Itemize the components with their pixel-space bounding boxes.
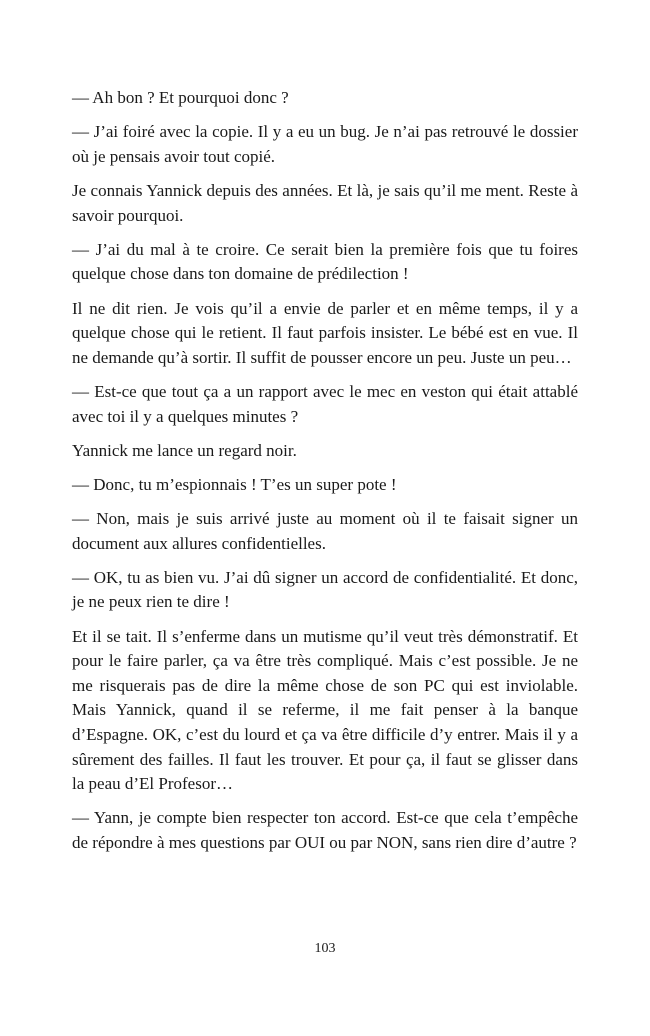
narration-paragraph: Il ne dit rien. Je vois qu’il a envie de parler et en même temps, il y a quelque chose qui le retient. Il faut parfois insister. Le bébé est en vue. Il ne demande qu’à sortir. Il suffit de pousser encore un peu. Juste un peu… (72, 298, 578, 367)
narration-paragraph: Yannick me lance un regard noir. (72, 440, 297, 460)
body-text (72, 86, 578, 865)
page-number: 103 (314, 941, 336, 956)
dialogue-line: — Ah bon ? Et pourquoi donc ? (72, 88, 289, 107)
dialogue-line: — J’ai du mal à te croire. Ce serait bien la première fois que tu foires quelque chose dans ton domaine de prédilection ! (72, 239, 578, 284)
narration-paragraph: Je connais Yannick depuis des années. Et là, je sais qu’il me ment. Reste à savoir pourquoi. (72, 180, 578, 225)
dialogue-line: — J’ai foiré avec la copie. Il y a eu un bug. Je n’ai pas retrouvé le dossier où je pensais avoir tout copié. (72, 122, 578, 166)
dialogue-line: — OK, tu as bien vu. J’ai dû signer un accord de confidentialité. Et donc, je ne peux rien te dire ! (72, 567, 578, 612)
narration-paragraph: Et il se tait. Il s’enferme dans un mutisme qu’il veut très démonstratif. Et pour le faire parler, ça va être très compliqué. Mais c’est possible. Je ne me risquerais pas de dire la même chose de son PC qui est inviolable. Mais Yannick, quand il se referme, il me fait penser à la banque d’Espagne. OK, c’est du lourd et ça va être difficile d’y entrer. Mais il y a sûrement des failles. Il faut les trouver. Et pour ça, il faut se glisser dans la peau d’El Profesor… (72, 626, 578, 794)
dialogue-line: — Non, mais je suis arrivé juste au moment où il te faisait signer un document aux allures confidentielles. (72, 509, 578, 553)
dialogue-line: — Yann, je compte bien respecter ton accord. Est-ce que cela t’empêche de répondre à mes questions par OUI ou par NON, sans rien dire d’autre ? (72, 808, 578, 852)
dialogue-line: — Donc, tu m’espionnais ! T’es un super pote ! (72, 474, 397, 494)
dialogue-line: — Est-ce que tout ça a un rapport avec le mec en veston qui était attablé avec toi il y a quelques minutes ? (72, 381, 578, 426)
